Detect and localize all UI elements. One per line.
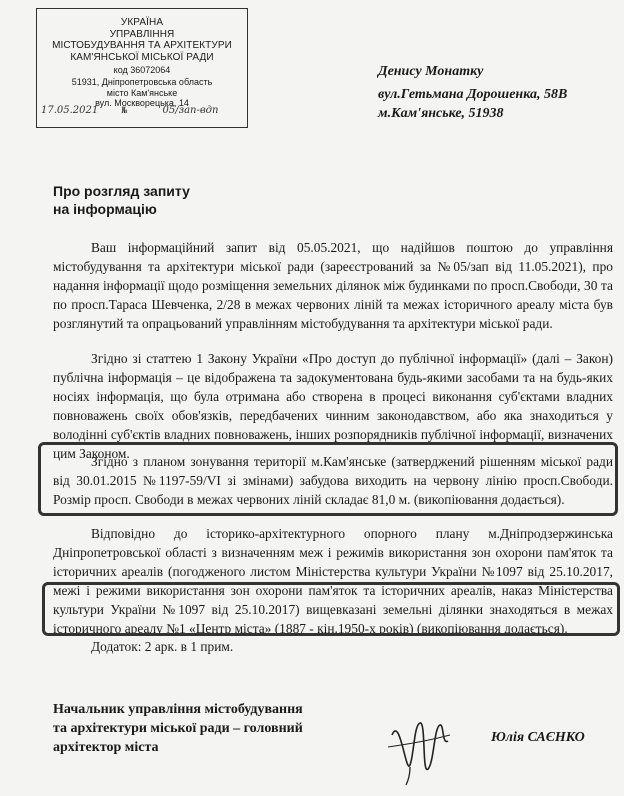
signatory-title: Начальник управління містобудування та архітектури міської ради – головний архітектор міста (53, 702, 303, 755)
paragraph-zoning: Згідно з планом зонування території м.Кам'янське (затверджений рішенням міської ради від 30.01.2015 №1197-59/VI зі змінами) забудова виходить на червону лінію просп.Свободи. Розмір просп. Свободи в межах червоних ліній складає 81,0 м. (викопіювання додається). (53, 454, 613, 507)
reg-date: 17.05.2021 (41, 105, 99, 116)
highlight-box-historic (42, 582, 620, 636)
attachment-note: Додаток: 2 арк. в 1 прим. (91, 639, 234, 654)
recipient-city: м.Кам'янське, 51938 (378, 106, 504, 121)
stamp-registration-line (41, 105, 245, 123)
reg-number-sign: № (121, 106, 128, 116)
stamp-address: 51931, Дніпропетровська область місто Кам'янське вул. Москворецька, 14 (71, 77, 213, 108)
handwritten-signature (380, 705, 458, 787)
stamp-code: код 36072064 (113, 65, 171, 75)
paragraph-historic: Відповідно до історико-архітектурного опорного плану м.Дніпродзержинська Дніпропетровської області з визначенням меж і режимів використання зон охорони пам'яток та історичних ареалів (погодженого листом Міністерства культури України №1097 від 25.10.2017, межі і режими використання зон охорони пам'яток та історичних ареалів, наказ Міністерства культури України №1097 від 25.10.2017) вищевказані земельні ділянки знаходяться в межах історичного ареалу №1 «Центр міста» (1887 - кін.1950-х років) (викопіювання додається). (53, 526, 613, 636)
reg-number: 05/зап-вдп (162, 105, 219, 116)
letter-subject: Про розгляд запиту на інформацію (53, 183, 190, 217)
highlight-box-zoning (38, 442, 618, 516)
signer-name: Юлія САЄНКО (491, 730, 585, 745)
recipient-block (378, 62, 567, 123)
stamp-organization: УКРАЇНА УПРАВЛІННЯ МІСТОБУДУВАННЯ ТА АРХІТЕКТУРИ КАМ'ЯНСЬКОЇ МІСЬКОЇ РАДИ (52, 17, 232, 63)
paragraph-law: Згідно зі статтею 1 Закону України «Про доступ до публічної інформації» (далі – Закон) публічна інформація – це відображена та задокументована будь-якими засобами та на будь-яких носіях інформація, що була отримана або створена в процесі виконання суб'єктами владних повноважень своїх обов'язків, передбачених чинним законодавством, або яка знаходиться у володінні суб'єктів владних повноважень, інших розпорядників публічної інформації, визначених цим Законом. (53, 351, 613, 461)
recipient-name: Денису Монатку (378, 64, 484, 79)
paragraph-request: Ваш інформаційний запит від 05.05.2021, що надійшов поштою до управління містобудування та архітектури міської ради (зареєстрований за №05/зап від 11.05.2021), про надання інформації щодо розміщення земельних ділянок між будинками по просп.Свободи, 30 та по просп.Тараса Шевченка, 2/28 в межах червоних ліній та межах історичного ареалу міста був розглянутий та опрацьований управлінням містобудування та архітектури міської ради. (53, 240, 613, 331)
recipient-street: вул.Гетьмана Дорошенка, 58В (378, 87, 568, 102)
registration-stamp (36, 8, 248, 128)
